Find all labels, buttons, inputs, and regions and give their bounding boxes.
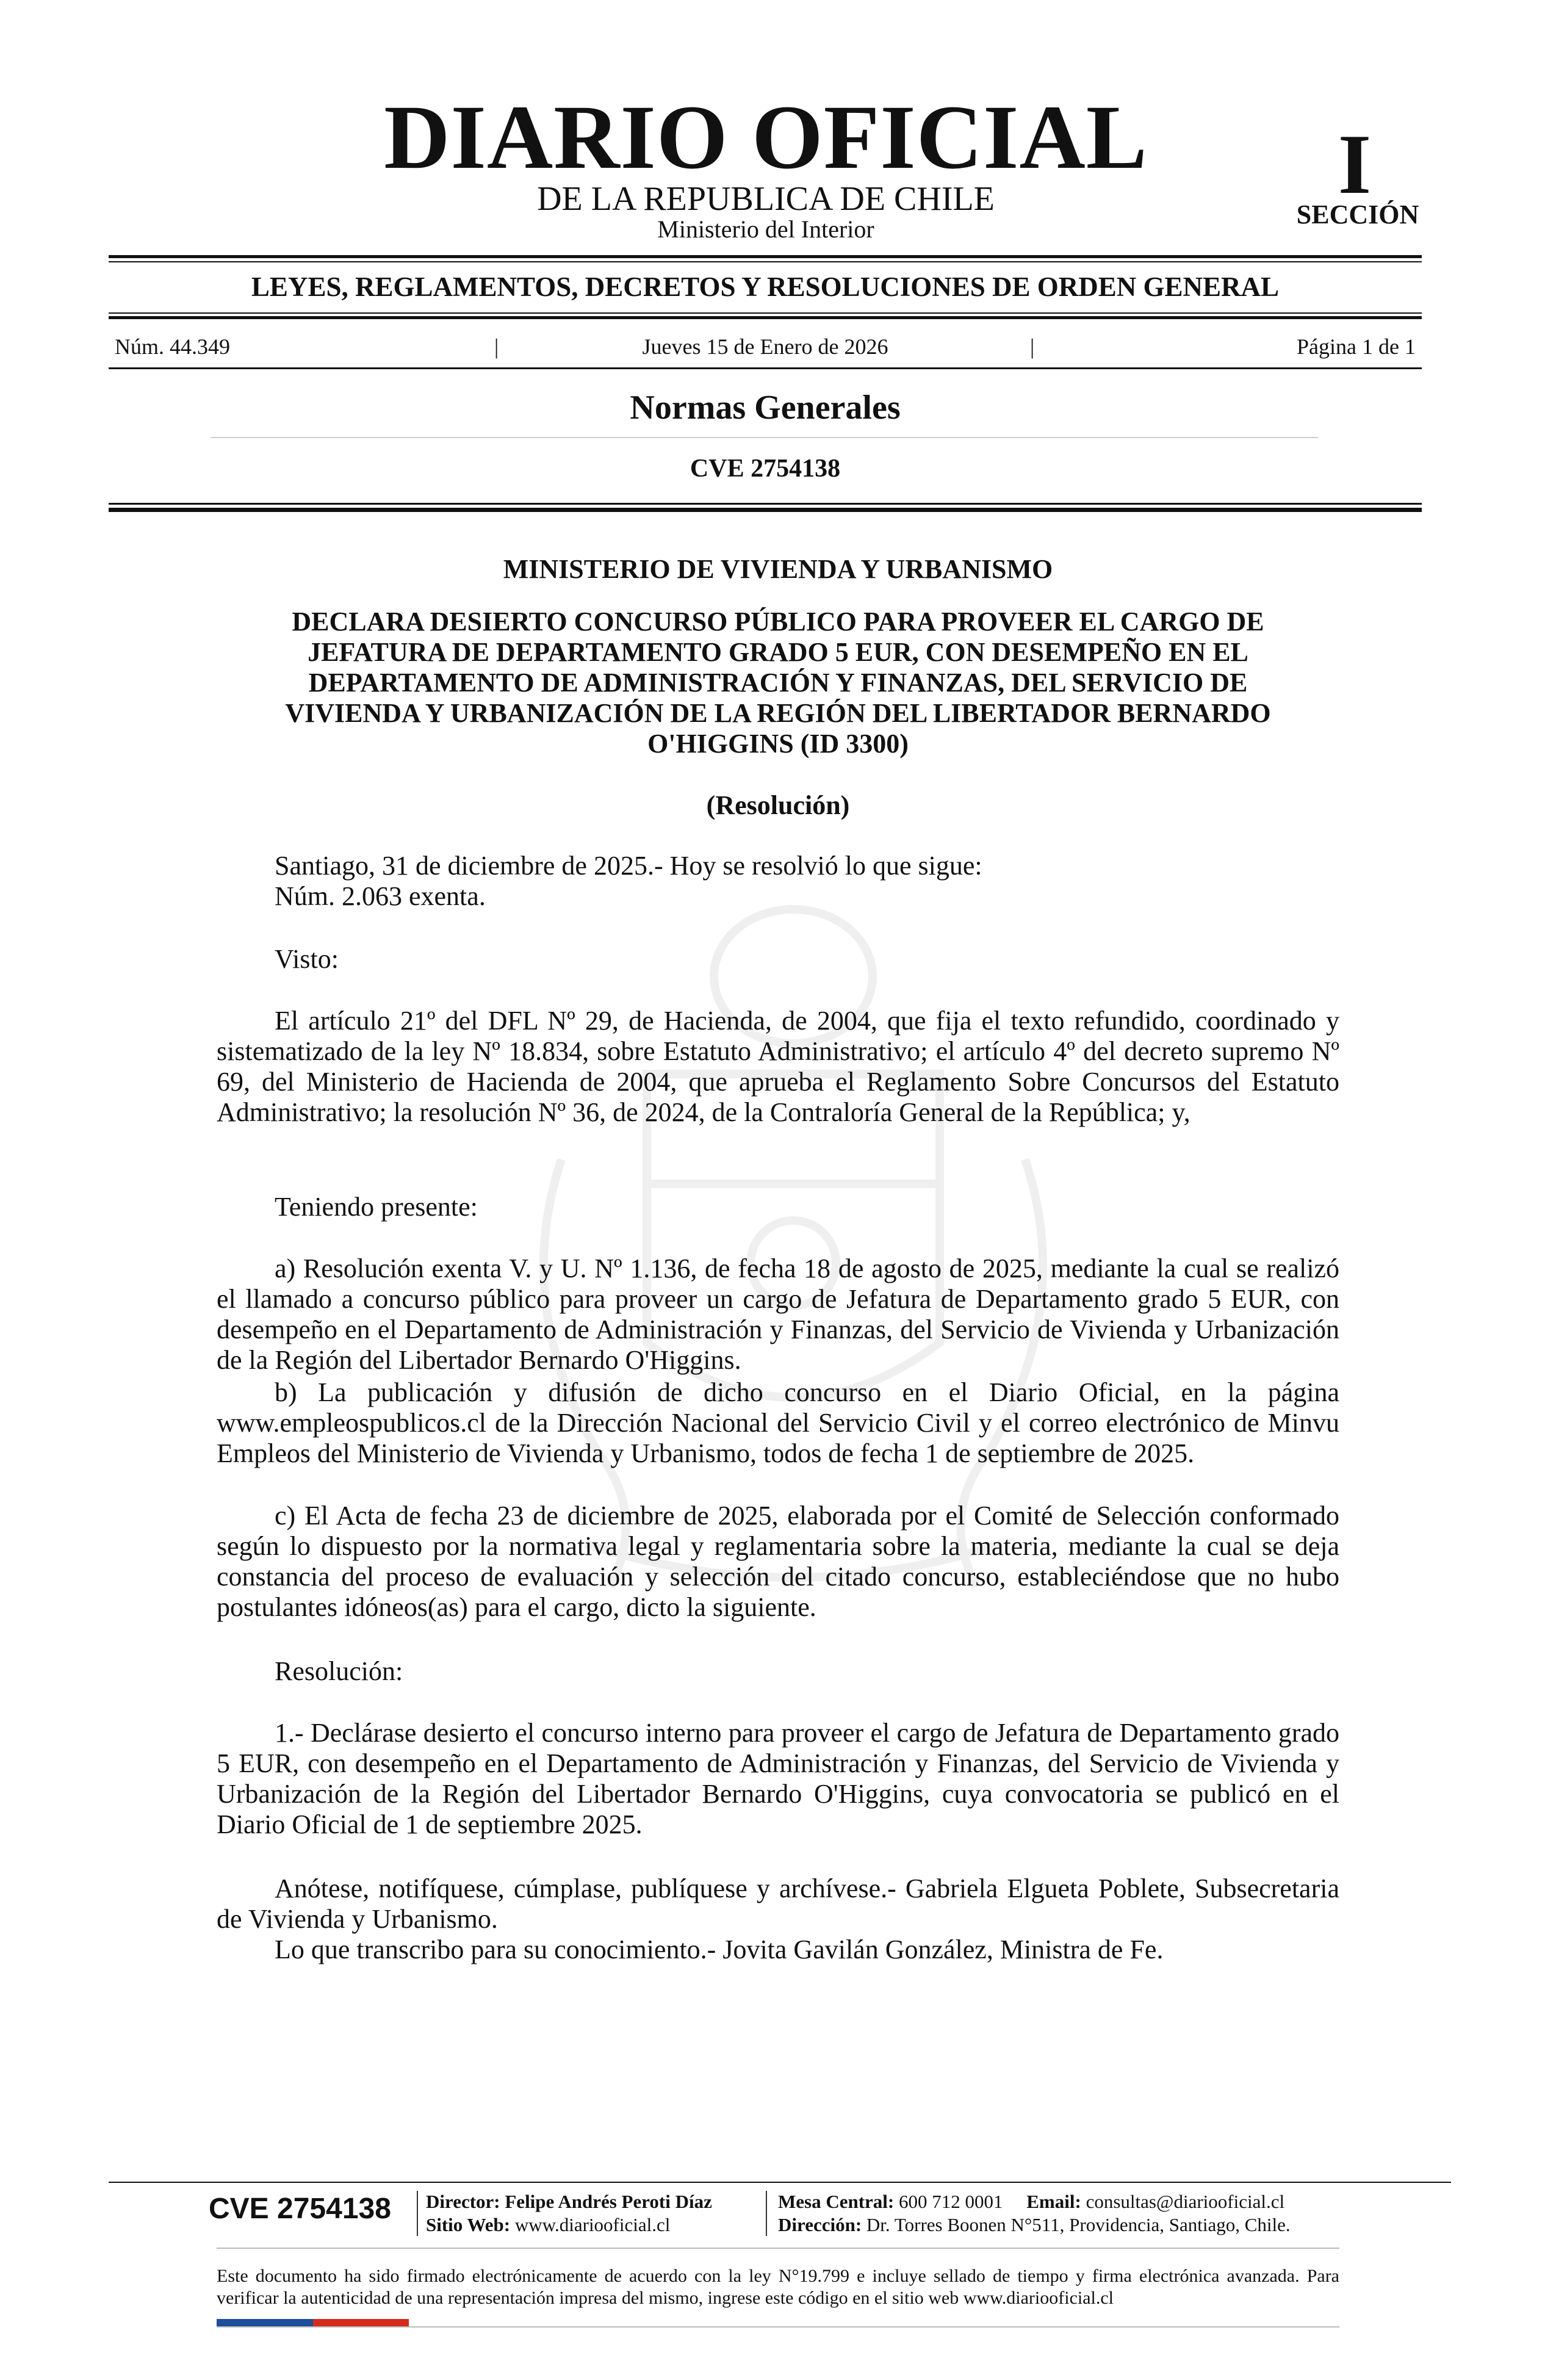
teniendo-heading: Teniendo presente: — [275, 1192, 478, 1222]
closing-paragraph: Anótese, notifíquese, cúmplase, publíquese y archívese.- Gabriela Elgueta Poblete, Subsecretaria de Vivienda y Urbanismo. — [217, 1873, 1339, 1934]
teniendo-item-a: a) Resolución exenta V. y U. Nº 1.136, de fecha 18 de agosto de 2025, mediante la cual se realizó el llamado a concurso público para proveer un cargo de Jefatura de Departamento grado 5 EUR, con desempeño en el Departamento de Administración y Finanzas, del Servicio de Vivienda y Urbanización de la Región del Libertador Bernardo O'Higgins. — [217, 1253, 1339, 1375]
website-label: Sitio Web: — [426, 2214, 511, 2235]
director-label: Director: — [426, 2191, 500, 2212]
footer-cve-code: CVE 2754138 — [209, 2193, 391, 2225]
footer-rule — [109, 2182, 1451, 2183]
issue-number: Núm. 44.349 — [115, 334, 230, 359]
title-line: O'HIGGINS (ID 3300) — [647, 729, 909, 759]
transcription-note: Lo que transcribo para su conocimiento.- Jovita Gavilán González, Ministra de Fe. — [275, 1935, 1164, 1964]
email-label: Email: — [1026, 2191, 1081, 2212]
signature-note: Este documento ha sido firmado electrónicamente de acuerdo con la ley N°19.799 e incluye sellado de tiempo y firma electrónica avanzada. Para verificar la autenticidad de una representación impresa del mismo, ingrese este código en el sitio web www.diariooficial.cl — [217, 2266, 1339, 2308]
cve-rule-thin — [109, 503, 1422, 505]
document-ministry: MINISTERIO DE VIVIENDA Y URBANISMO — [503, 554, 1053, 584]
newspaper-title: DIARIO OFICIAL — [384, 87, 1148, 188]
ministry-name: Ministerio del Interior — [657, 215, 874, 243]
footer-divider — [766, 2191, 767, 2236]
phone-label: Mesa Central: — [778, 2191, 895, 2212]
resolucion-heading: Resolución: — [275, 1656, 403, 1686]
page-indicator: Página 1 de 1 — [1297, 334, 1416, 359]
cve-code: CVE 2754138 — [690, 455, 841, 483]
resolucion-item-1: 1.- Declárase desierto el concurso interno para proveer el cargo de Jefatura de Departamento grado 5 EUR, con desempeño en el Departamento de Administración y Finanzas, del Servicio de Vivienda y Urbanización de la Región del Libertador Bernardo O'Higgins, cuya convocatoria se publicó en el Diario Oficial de 1 de septiembre 2025. — [217, 1718, 1339, 1839]
section-number: I — [1338, 117, 1372, 212]
flag-stripe-red — [313, 2319, 409, 2326]
header-rule-top — [109, 255, 1422, 258]
title-line: JEFATURA DE DEPARTAMENTO GRADO 5 EUR, CON DESEMPEÑO EN EL — [308, 637, 1248, 667]
meta-rule — [109, 367, 1422, 369]
section-heading: Normas Generales — [630, 389, 901, 427]
header-rule-top-thin — [109, 261, 1422, 262]
issue-meta-row — [109, 334, 1422, 359]
document-type: (Resolución) — [706, 790, 850, 820]
banner-rule-thin — [109, 312, 1422, 314]
divider — [211, 437, 1318, 438]
footer-bottom-rule — [217, 2326, 1339, 2328]
address: Dr. Torres Boonen N°511, Providencia, Santiago, Chile. — [866, 2214, 1291, 2235]
cve-rule-thick — [109, 508, 1422, 512]
visto-paragraph: El artículo 21º del DFL Nº 29, de Hacienda, de 2004, que fija el texto refundido, coordinado y sistematizado de la ley Nº 18.834, sobre Estatuto Administrativo; el artículo 4º del decreto supremo Nº 69, del Ministerio de Hacienda de 2004, que aprueba el Reglamento Sobre Concursos del Estatuto Administrativo; la resolución Nº 36, de 2024, de la Contraloría General de la República; y, — [217, 1006, 1339, 1127]
newspaper-subtitle: DE LA REPUBLICA DE CHILE — [537, 180, 995, 218]
meta-separator: | — [1030, 334, 1035, 359]
intro-number: Núm. 2.063 exenta. — [275, 881, 486, 911]
section-label: SECCIÓN — [1296, 200, 1419, 229]
title-line: VIVIENDA Y URBANIZACIÓN DE LA REGIÓN DEL LIBERTADOR BERNARDO — [285, 698, 1271, 728]
issue-date: Jueves 15 de Enero de 2026 — [642, 334, 888, 359]
visto-heading: Visto: — [275, 944, 339, 974]
title-line: DECLARA DESIERTO CONCURSO PÚBLICO PARA PROVEER EL CARGO DE — [292, 607, 1264, 636]
email-address: consultas@diariooficial.cl — [1086, 2191, 1285, 2212]
intro-date: Santiago, 31 de diciembre de 2025.- Hoy se resolvió lo que sigue: — [275, 851, 982, 881]
footer-note-rule — [217, 2248, 1339, 2249]
teniendo-item-b: b) La publicación y difusión de dicho concurso en el Diario Oficial, en la página www.empleospublicos.cl de la Dirección Nacional del Servicio Civil y el correo electrónico de Minvu Empleos del Ministerio de Vivienda y Urbanismo, todos de fecha 1 de septiembre de 2025. — [217, 1377, 1339, 1468]
phone-number: 600 712 0001 — [899, 2191, 1003, 2212]
address-label: Dirección: — [778, 2214, 862, 2235]
footer-divider — [417, 2191, 418, 2236]
director-name: Felipe Andrés Peroti Díaz — [505, 2191, 712, 2212]
banner-rule-bottom — [109, 316, 1422, 319]
footer-director-block — [426, 2190, 712, 2237]
section-banner: LEYES, REGLAMENTOS, DECRETOS Y RESOLUCIONES DE ORDEN GENERAL — [251, 272, 1280, 302]
document-title — [220, 607, 1336, 759]
website-url: www.diariooficial.cl — [514, 2214, 671, 2235]
footer-contact-block — [778, 2190, 1291, 2237]
teniendo-item-c: c) El Acta de fecha 23 de diciembre de 2025, elaborada por el Comité de Selección conformado según lo dispuesto por la normativa legal y reglamentaria sobre la materia, mediante la cual se deja constancia del proceso de evaluación y selección del citado concurso, estableciéndose que no hubo postulantes idóneos(as) para el cargo, dicto la siguiente. — [217, 1501, 1339, 1622]
title-line: DEPARTAMENTO DE ADMINISTRACIÓN Y FINANZAS, DEL SERVICIO DE — [308, 668, 1248, 698]
meta-separator: | — [494, 334, 499, 359]
flag-stripe-blue — [217, 2319, 313, 2326]
